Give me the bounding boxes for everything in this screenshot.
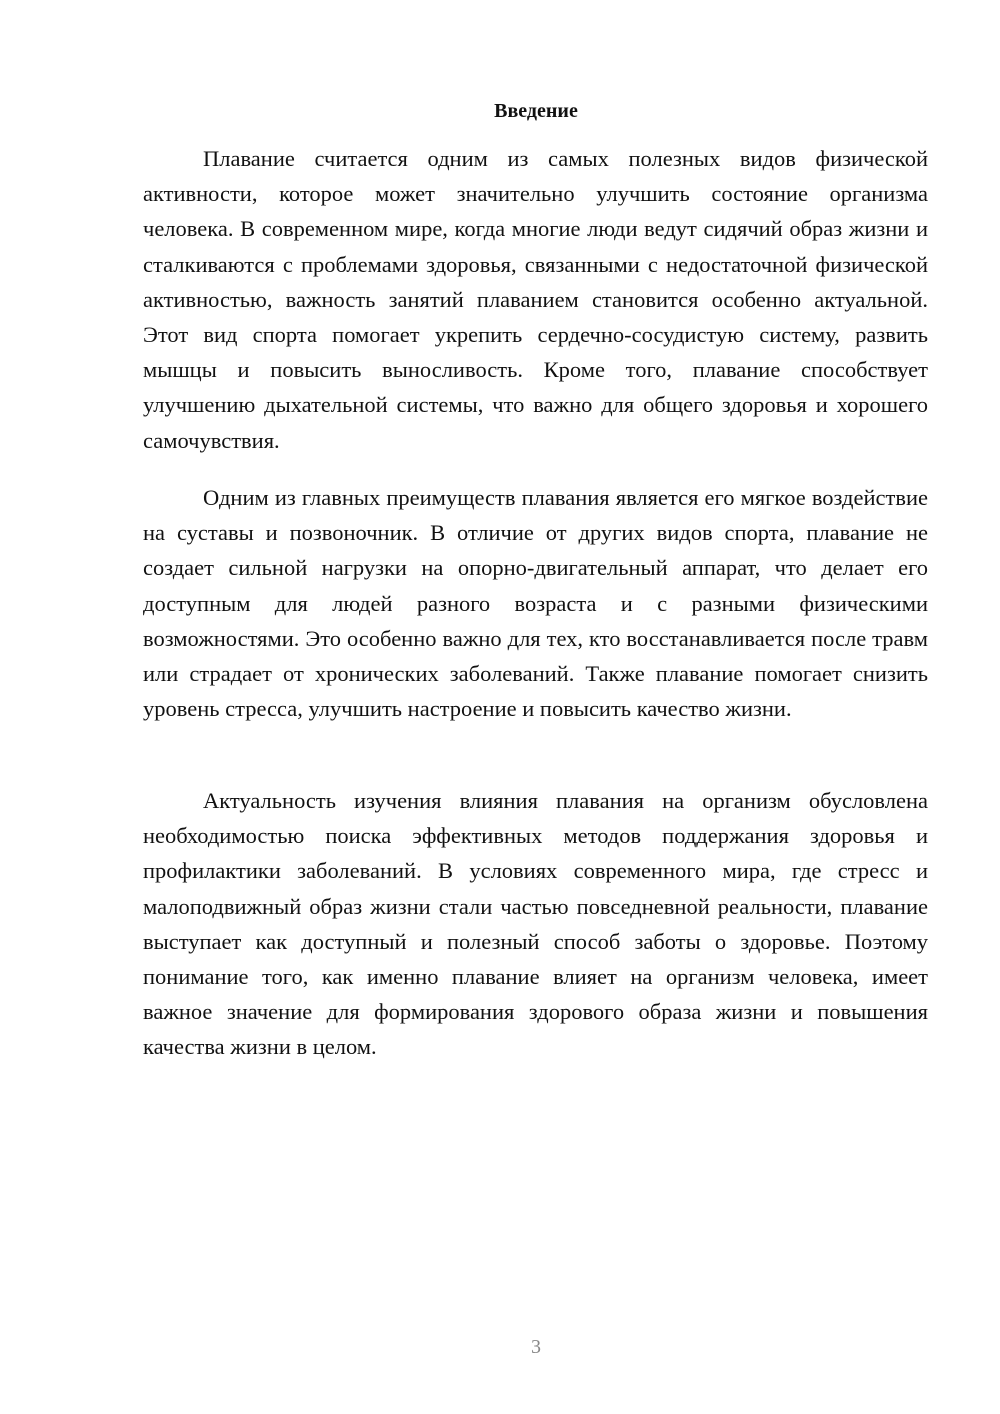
- page-number: 3: [531, 1336, 541, 1358]
- paragraph-3: Актуальность изучения влияния плавания на организм обусловлена необходимостью поиска эффективных методов поддержания здоровья и профилактики заболеваний. В условиях современного мира, где стресс и малоподвижный образ жизни стали частью повседневной реальности, плавание выступает как доступный и полезный способ заботы о здоровье. Поэтому понимание того, как именно плавание влияет на организм человека, имеет важное значение для формирования здорового образа жизни и повышения качества жизни в целом.: [143, 788, 928, 1060]
- paragraph-2: Одним из главных преимуществ плавания является его мягкое воздействие на суставы и позвоночник. В отличие от других видов спорта, плавание не создает сильной нагрузки на опорно-двигательный аппарат, что делает его доступным для людей разного возраста и с разными физическими возможностями. Это особенно важно для тех, кто восстанавливается после травм или страдает от хронических заболеваний. Также плавание помогает снизить уровень стресса, улучшить настроение и повысить качество жизни.: [143, 485, 928, 722]
- paragraph-1: Плавание считается одним из самых полезных видов физической активности, которое может значительно улучшить состояние организма человека. В современном мире, когда многие люди ведут сидячий образ жизни и сталкиваются с проблемами здоровья, связанными с недостаточной физической активностью, важность занятий плаванием становится особенно актуальной. Этот вид спорта помогает укрепить сердечно-сосудистую систему, развить мышцы и повысить выносливость. Кроме того, плавание способствует улучшению дыхательной системы, что важно для общего здоровья и хорошего самочувствия.: [143, 146, 928, 453]
- page-title: Введение: [494, 100, 578, 122]
